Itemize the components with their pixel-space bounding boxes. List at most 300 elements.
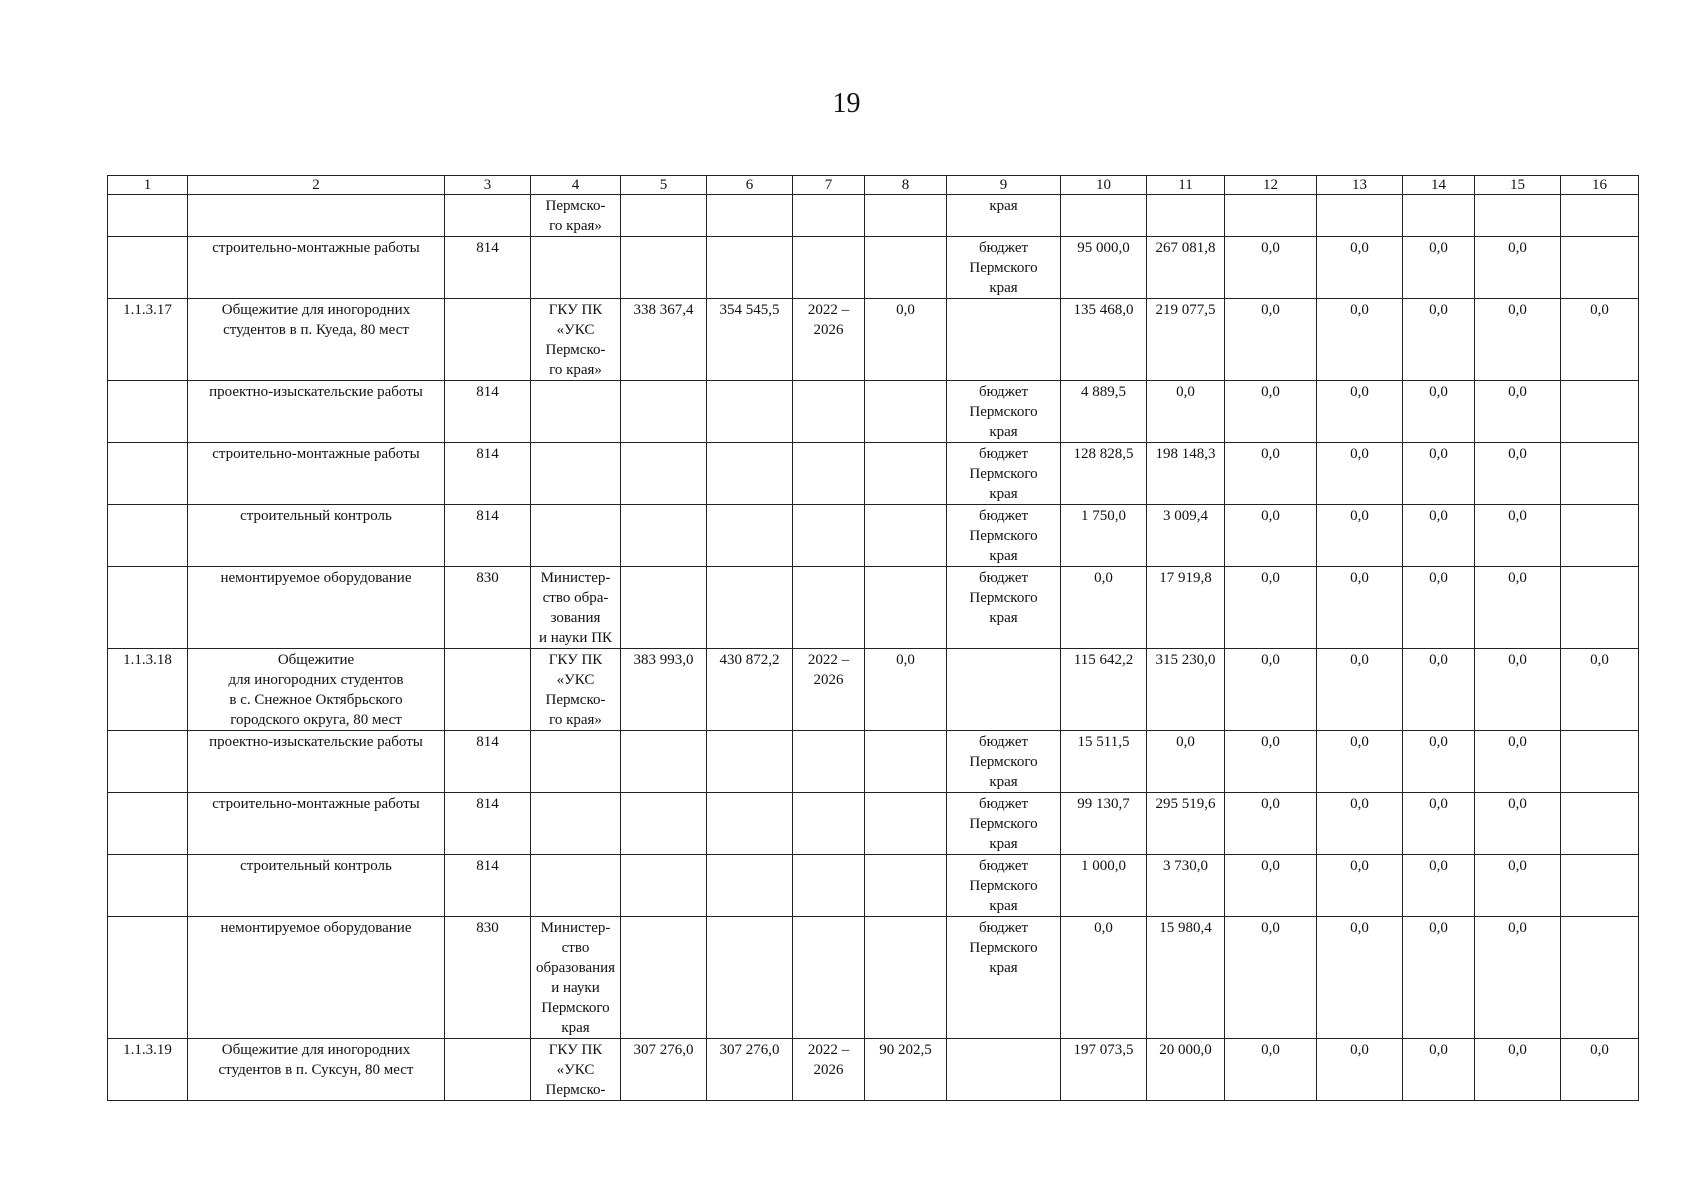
table-cell: 90 202,5 — [865, 1039, 947, 1101]
table-cell: 0,0 — [1403, 505, 1475, 567]
table-cell: 307 276,0 — [707, 1039, 793, 1101]
table-cell: 0,0 — [1225, 1039, 1317, 1101]
table-row — [108, 917, 1639, 1039]
table-cell: 0,0 — [865, 649, 947, 731]
table-cell: 1.1.3.17 — [108, 299, 188, 381]
table-cell — [865, 381, 947, 443]
table-cell: 0,0 — [1225, 299, 1317, 381]
cell-line: края — [561, 1020, 590, 1036]
table-cell — [108, 237, 188, 299]
table-cell: немонтируемое оборудование — [188, 567, 445, 649]
cell-line: Общежитие для иногородних — [221, 302, 411, 318]
column-header: 1 — [108, 176, 188, 195]
table-cell: 814 — [445, 443, 531, 505]
table-cell — [707, 443, 793, 505]
cell-line: го края» — [549, 362, 602, 378]
cell-line: ство обра- — [542, 590, 609, 606]
cell-line: бюджет — [978, 384, 1029, 400]
table-cell — [707, 567, 793, 649]
table-cell — [531, 299, 621, 381]
cell-line: го края» — [549, 712, 602, 728]
table-row — [108, 443, 1639, 505]
table-cell — [793, 505, 865, 567]
column-number-row — [108, 176, 1639, 195]
table-cell: 1 000,0 — [1061, 855, 1147, 917]
table-cell — [793, 1039, 865, 1101]
table-cell: 3 730,0 — [1147, 855, 1225, 917]
table-cell: 0,0 — [1317, 855, 1403, 917]
table-cell — [865, 237, 947, 299]
cell-line: для иногородних студентов — [228, 672, 404, 688]
table-cell — [621, 731, 707, 793]
table-cell: 0,0 — [1061, 567, 1147, 649]
column-header: 10 — [1061, 176, 1147, 195]
table-row — [108, 731, 1639, 793]
table-cell: 0,0 — [1317, 237, 1403, 299]
table-cell: 0,0 — [1475, 567, 1561, 649]
table-cell: 0,0 — [1317, 443, 1403, 505]
table-cell: 814 — [445, 381, 531, 443]
table-cell: 1.1.3.18 — [108, 649, 188, 731]
cell-line: Пермско- — [545, 1082, 606, 1098]
column-header: 2 — [188, 176, 445, 195]
table-cell: 0,0 — [1225, 381, 1317, 443]
table-cell: 830 — [445, 567, 531, 649]
table-cell: 0,0 — [1225, 793, 1317, 855]
cell-line: «УКС — [556, 322, 595, 338]
table-cell — [793, 649, 865, 731]
table-cell — [947, 195, 1061, 237]
table-cell — [947, 381, 1061, 443]
table-cell — [621, 443, 707, 505]
cell-line: ГКУ ПК — [548, 1042, 603, 1058]
table-row — [108, 649, 1639, 731]
table-cell — [108, 855, 188, 917]
table-cell — [108, 381, 188, 443]
table-cell — [621, 567, 707, 649]
table-cell — [531, 793, 621, 855]
table-cell — [707, 381, 793, 443]
table-row — [108, 793, 1639, 855]
table-cell — [621, 855, 707, 917]
cell-line: края — [989, 610, 1018, 626]
table-cell: строительный контроль — [188, 855, 445, 917]
cell-line: 2026 — [813, 1062, 844, 1078]
table-cell — [531, 381, 621, 443]
table-cell: 0,0 — [1403, 567, 1475, 649]
cell-line: края — [989, 960, 1018, 976]
table-cell: 0,0 — [1403, 731, 1475, 793]
table-cell — [621, 917, 707, 1039]
table-cell: 1.1.3.19 — [108, 1039, 188, 1101]
table-cell — [1561, 793, 1639, 855]
table-cell: 814 — [445, 505, 531, 567]
column-header: 6 — [707, 176, 793, 195]
cell-line: 2022 – — [807, 1042, 850, 1058]
cell-line: и науки — [551, 980, 600, 996]
cell-line: ство — [561, 940, 590, 956]
cell-line: Пермского — [969, 754, 1038, 770]
table-cell: 0,0 — [1561, 299, 1639, 381]
table-cell — [531, 237, 621, 299]
table-cell — [947, 443, 1061, 505]
table-row — [108, 1039, 1639, 1101]
table-cell: 128 828,5 — [1061, 443, 1147, 505]
cell-line: бюджет — [978, 570, 1029, 586]
table-cell — [793, 195, 865, 237]
table-cell: 0,0 — [865, 299, 947, 381]
table-cell: 0,0 — [1475, 649, 1561, 731]
table-cell — [947, 567, 1061, 649]
table-cell: 0,0 — [1225, 917, 1317, 1039]
table-cell: 0,0 — [1225, 237, 1317, 299]
cell-line: 2026 — [813, 322, 844, 338]
cell-line: городского округа, 80 мест — [230, 712, 402, 728]
cell-line: края — [989, 898, 1018, 914]
table-cell: 814 — [445, 793, 531, 855]
table-cell: строительно-монтажные работы — [188, 443, 445, 505]
table-cell — [793, 793, 865, 855]
table-cell — [793, 237, 865, 299]
table-cell: 0,0 — [1403, 381, 1475, 443]
page-number: 19 — [832, 88, 861, 119]
table-cell — [188, 649, 445, 731]
table-cell — [1147, 195, 1225, 237]
table-cell: 0,0 — [1475, 855, 1561, 917]
column-header: 4 — [531, 176, 621, 195]
table-cell: строительно-монтажные работы — [188, 793, 445, 855]
table-cell — [445, 299, 531, 381]
table-cell: 0,0 — [1317, 793, 1403, 855]
table-cell — [108, 505, 188, 567]
cell-line: 2022 – — [807, 302, 850, 318]
table-cell: 354 545,5 — [707, 299, 793, 381]
table-cell — [531, 1039, 621, 1101]
table-cell: 338 367,4 — [621, 299, 707, 381]
table-cell — [188, 299, 445, 381]
table-cell — [1317, 195, 1403, 237]
cell-line: 2026 — [813, 672, 844, 688]
table-cell — [108, 793, 188, 855]
table-cell — [947, 731, 1061, 793]
cell-line: края — [989, 424, 1018, 440]
cell-line: края — [989, 774, 1018, 790]
table-cell: 0,0 — [1475, 505, 1561, 567]
table-cell — [445, 1039, 531, 1101]
table-row — [108, 855, 1639, 917]
table-cell: 0,0 — [1403, 299, 1475, 381]
column-header: 15 — [1475, 176, 1561, 195]
table-cell: 0,0 — [1403, 793, 1475, 855]
table-cell — [531, 505, 621, 567]
column-header: 7 — [793, 176, 865, 195]
column-header: 8 — [865, 176, 947, 195]
table-cell: 0,0 — [1225, 855, 1317, 917]
table-cell — [865, 505, 947, 567]
table-cell — [108, 917, 188, 1039]
table-cell — [531, 649, 621, 731]
cell-line: бюджет — [978, 920, 1029, 936]
table-cell: 0,0 — [1317, 505, 1403, 567]
table-cell — [707, 793, 793, 855]
table-cell: 383 993,0 — [621, 649, 707, 731]
table-cell — [531, 731, 621, 793]
table-cell — [793, 567, 865, 649]
cell-line: бюджет — [978, 446, 1029, 462]
table-cell — [865, 917, 947, 1039]
table-cell: 0,0 — [1561, 1039, 1639, 1101]
table-cell: 0,0 — [1061, 917, 1147, 1039]
table-cell: 0,0 — [1317, 917, 1403, 1039]
cell-line: Пермского — [969, 940, 1038, 956]
table-cell: 430 872,2 — [707, 649, 793, 731]
table-cell: 95 000,0 — [1061, 237, 1147, 299]
table-cell: 0,0 — [1475, 731, 1561, 793]
table-cell — [865, 731, 947, 793]
table-cell — [865, 195, 947, 237]
cell-line: края — [989, 548, 1018, 564]
table-row — [108, 237, 1639, 299]
table-cell: 267 081,8 — [1147, 237, 1225, 299]
table-cell: 0,0 — [1225, 443, 1317, 505]
table-cell — [1561, 855, 1639, 917]
table-row — [108, 381, 1639, 443]
table-cell — [793, 855, 865, 917]
table-cell — [1561, 505, 1639, 567]
cell-line: края — [989, 836, 1018, 852]
cell-line: бюджет — [978, 508, 1029, 524]
table-cell: 4 889,5 — [1061, 381, 1147, 443]
cell-line: Пермского — [969, 466, 1038, 482]
table-cell — [188, 1039, 445, 1101]
table-cell — [707, 917, 793, 1039]
table-cell: 0,0 — [1317, 567, 1403, 649]
table-cell — [947, 649, 1061, 731]
column-header: 12 — [1225, 176, 1317, 195]
table-cell — [621, 505, 707, 567]
table-cell — [947, 237, 1061, 299]
table-cell — [865, 793, 947, 855]
cell-line: края — [989, 280, 1018, 296]
table-cell — [793, 731, 865, 793]
table-cell: 17 919,8 — [1147, 567, 1225, 649]
cell-line: Министер- — [540, 920, 611, 936]
table-cell: 0,0 — [1225, 731, 1317, 793]
cell-line: Пермского — [969, 590, 1038, 606]
table-cell — [621, 381, 707, 443]
table-cell — [707, 505, 793, 567]
table-cell — [531, 443, 621, 505]
table-cell — [793, 299, 865, 381]
table-cell — [108, 195, 188, 237]
table-cell — [865, 567, 947, 649]
cell-line: Пермского — [969, 404, 1038, 420]
table-cell: 0,0 — [1475, 1039, 1561, 1101]
cell-line: 2022 – — [807, 652, 850, 668]
table-cell — [1061, 195, 1147, 237]
table-cell — [1475, 195, 1561, 237]
table-cell: 115 642,2 — [1061, 649, 1147, 731]
table-cell — [108, 443, 188, 505]
table-cell: 0,0 — [1147, 381, 1225, 443]
table-cell — [1403, 195, 1475, 237]
cell-line: «УКС — [556, 672, 595, 688]
table-cell: 0,0 — [1475, 917, 1561, 1039]
table-cell — [793, 917, 865, 1039]
cell-line: бюджет — [978, 796, 1029, 812]
cell-line: Пермско- — [545, 692, 606, 708]
table-cell: проектно-изыскательские работы — [188, 381, 445, 443]
table-cell — [531, 195, 621, 237]
table-cell: 295 519,6 — [1147, 793, 1225, 855]
table-cell: 0,0 — [1317, 649, 1403, 731]
column-header: 13 — [1317, 176, 1403, 195]
table-cell: 0,0 — [1225, 567, 1317, 649]
table-cell: 198 148,3 — [1147, 443, 1225, 505]
table-cell: 0,0 — [1403, 237, 1475, 299]
cell-line: ГКУ ПК — [548, 652, 603, 668]
table-cell: немонтируемое оборудование — [188, 917, 445, 1039]
cell-line: го края» — [549, 218, 602, 234]
table-cell: 307 276,0 — [621, 1039, 707, 1101]
table-cell — [531, 855, 621, 917]
cell-line: ГКУ ПК — [548, 302, 603, 318]
cell-line: студентов в п. Куеда, 80 мест — [223, 322, 409, 338]
table-row — [108, 505, 1639, 567]
cell-line: студентов в п. Суксун, 80 мест — [218, 1062, 414, 1078]
table-cell: 15 511,5 — [1061, 731, 1147, 793]
table-cell: 0,0 — [1317, 381, 1403, 443]
cell-line: Пермского — [969, 816, 1038, 832]
table-cell — [707, 237, 793, 299]
table-cell — [1225, 195, 1317, 237]
column-header: 14 — [1403, 176, 1475, 195]
table-cell: 814 — [445, 237, 531, 299]
table-cell — [707, 195, 793, 237]
table-cell: 0,0 — [1225, 649, 1317, 731]
cell-line: Общежитие — [277, 652, 355, 668]
table-cell — [707, 855, 793, 917]
table-cell: 219 077,5 — [1147, 299, 1225, 381]
table-cell — [947, 917, 1061, 1039]
table-cell — [947, 299, 1061, 381]
table-cell: 0,0 — [1561, 649, 1639, 731]
cell-line: бюджет — [978, 858, 1029, 874]
column-header: 16 — [1561, 176, 1639, 195]
table-row — [108, 195, 1639, 237]
table-cell: 3 009,4 — [1147, 505, 1225, 567]
table-cell — [865, 443, 947, 505]
table-cell — [1561, 731, 1639, 793]
table-body — [108, 195, 1639, 1101]
cell-line: Пермского — [969, 260, 1038, 276]
cell-line: Министер- — [540, 570, 611, 586]
table-cell: 0,0 — [1403, 917, 1475, 1039]
column-header: 9 — [947, 176, 1061, 195]
table-cell: 0,0 — [1317, 1039, 1403, 1101]
table-cell — [108, 731, 188, 793]
table-cell: 0,0 — [1475, 793, 1561, 855]
cell-line: в с. Снежное Октябрьского — [229, 692, 403, 708]
table-cell: 0,0 — [1317, 299, 1403, 381]
table-cell: 1 750,0 — [1061, 505, 1147, 567]
cell-line: края — [989, 198, 1018, 214]
cell-line: и науки ПК — [538, 630, 613, 646]
cell-line: зования — [550, 610, 601, 626]
table-cell: 315 230,0 — [1147, 649, 1225, 731]
cell-line: Пермского — [969, 528, 1038, 544]
table-cell — [1561, 567, 1639, 649]
table-cell: 0,0 — [1317, 731, 1403, 793]
budget-table — [107, 175, 1639, 1101]
table-cell — [1561, 195, 1639, 237]
table-cell — [1561, 381, 1639, 443]
table-cell — [947, 1039, 1061, 1101]
table-cell — [707, 731, 793, 793]
table-cell: 0,0 — [1225, 505, 1317, 567]
table-row — [108, 567, 1639, 649]
table-cell: 99 130,7 — [1061, 793, 1147, 855]
table-cell — [947, 505, 1061, 567]
table-cell — [108, 567, 188, 649]
cell-line: «УКС — [556, 1062, 595, 1078]
cell-line: Пермского — [541, 1000, 610, 1016]
cell-line: образования — [535, 960, 616, 976]
table-cell: 0,0 — [1475, 381, 1561, 443]
cell-line: Общежитие для иногородних — [221, 1042, 411, 1058]
table-cell: 15 980,4 — [1147, 917, 1225, 1039]
cell-line: бюджет — [978, 734, 1029, 750]
table-cell: 0,0 — [1403, 443, 1475, 505]
table-cell: 814 — [445, 731, 531, 793]
table-cell: 20 000,0 — [1147, 1039, 1225, 1101]
table-cell — [188, 195, 445, 237]
table-cell: проектно-изыскательские работы — [188, 731, 445, 793]
table-cell — [531, 917, 621, 1039]
table-cell — [621, 237, 707, 299]
cell-line: края — [989, 486, 1018, 502]
table-cell — [621, 195, 707, 237]
table-cell: 0,0 — [1475, 237, 1561, 299]
table-cell — [1561, 917, 1639, 1039]
table-cell: 0,0 — [1475, 443, 1561, 505]
cell-line: бюджет — [978, 240, 1029, 256]
table-cell: 135 468,0 — [1061, 299, 1147, 381]
table-cell — [531, 567, 621, 649]
table-cell: строительный контроль — [188, 505, 445, 567]
cell-line: Пермского — [969, 878, 1038, 894]
table-cell: 0,0 — [1403, 1039, 1475, 1101]
table-cell — [865, 855, 947, 917]
table-cell — [1561, 443, 1639, 505]
table-cell: 814 — [445, 855, 531, 917]
table-cell: строительно-монтажные работы — [188, 237, 445, 299]
cell-line: Пермско- — [545, 198, 606, 214]
column-header: 3 — [445, 176, 531, 195]
table-cell — [947, 793, 1061, 855]
cell-line: Пермско- — [545, 342, 606, 358]
table-cell: 0,0 — [1403, 649, 1475, 731]
table-cell: 830 — [445, 917, 531, 1039]
table-row — [108, 299, 1639, 381]
table-cell — [793, 381, 865, 443]
table-cell — [947, 855, 1061, 917]
table-cell: 0,0 — [1475, 299, 1561, 381]
table-cell — [793, 443, 865, 505]
table-cell — [445, 649, 531, 731]
table-cell: 0,0 — [1403, 855, 1475, 917]
table-cell — [1561, 237, 1639, 299]
